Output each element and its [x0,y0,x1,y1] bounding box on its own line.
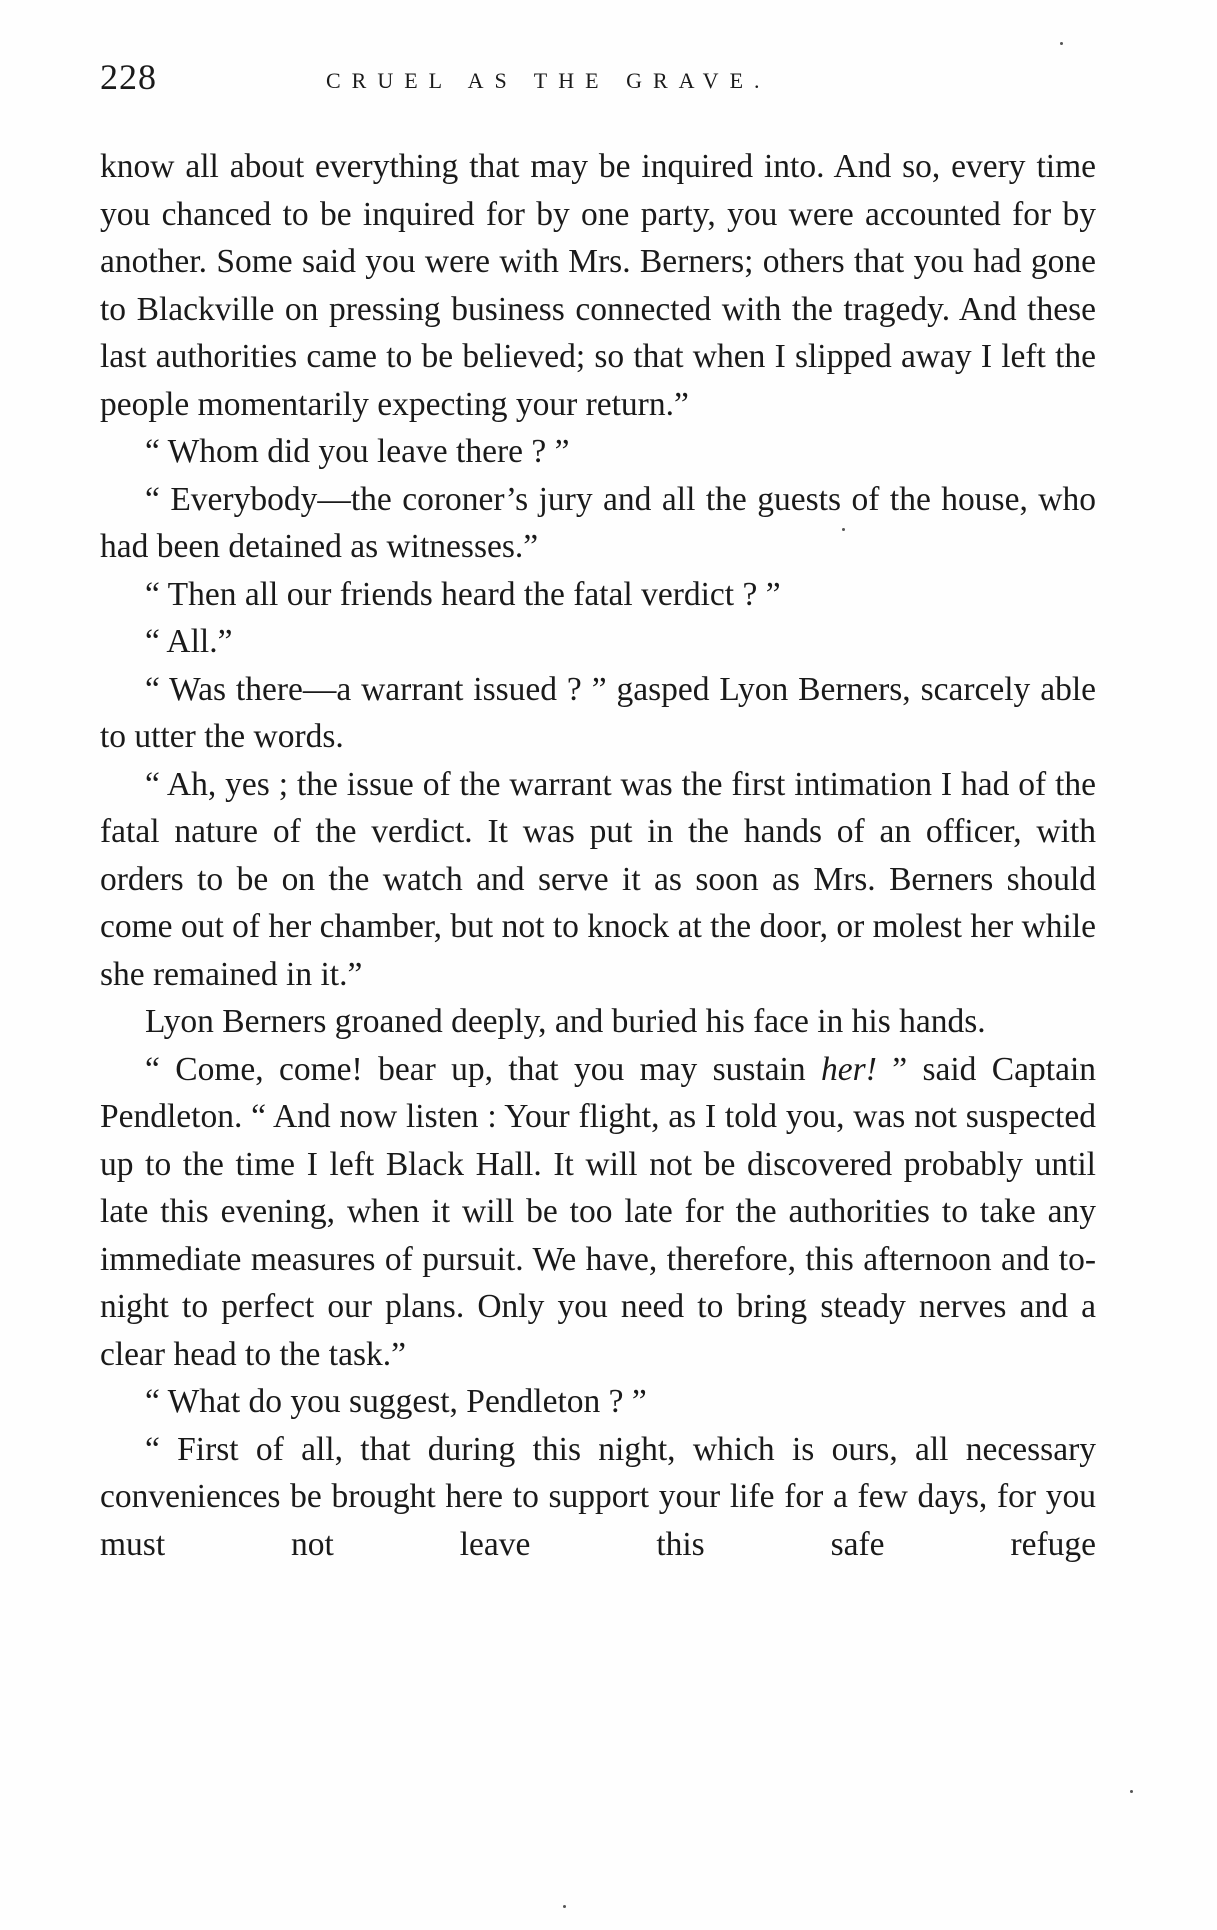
paragraph-dialogue-continues: “ First of all, that during this night, which is ours, all necessary conveniences be brought here to support your life for a few days, for you must not leave this safe refuge [100,1430,1096,1563]
paragraph-text-before: “ Come, come! bear up, that you may sustain [145,1050,822,1088]
page-header [100,56,1100,106]
paper-speck [1130,1790,1133,1793]
paragraph-dialogue: “ Was there—a warrant issued ? ” gasped Lyon Berners, scarcely able to utter the words. [100,670,1096,755]
paragraph-dialogue: “ Ah, yes ; the issue of the warrant was the first intimation I had of the fatal nature of the verdict. It was put in the hands of an officer, with orders to be on the watch and serve it as soon as Mrs. Berners should come out of her chamber, but not to knock at the door, or molest her while she remained in it.” [100,765,1096,993]
paragraph-dialogue: “ Everybody—the coroner’s jury and all the guests of the house, who had been detained as witnesses.” [100,480,1096,565]
paragraph-dialogue: “ What do you suggest, Pendleton ? ” [145,1383,647,1420]
paragraph-dialogue: “ All.” [145,623,233,660]
paragraph-dialogue [100,1046,1096,1379]
body-text [100,143,1096,1568]
paragraph-narration: Lyon Berners groaned deeply, and buried his face in his hands. [145,1003,986,1040]
paragraph-dialogue: “ Whom did you leave there ? ” [145,433,570,470]
emphasis-text: her! [821,1050,877,1088]
paper-speck [563,1905,566,1908]
paragraph-text-after: ” said Captain Pendleton. “ And now listen : Your flight, as I told you, was not suspected up to the time I left Black Hall. It will not be discovered probably until late this evening, when it will be too late for the authorities to take any immediate measures of pursuit. We have, therefore, this afternoon and to-night to perfect our plans. Only you need to bring steady nerves and a clear head to the task.” [100,1050,1097,1373]
paper-speck [1060,42,1063,45]
paragraph-dialogue: “ Then all our friends heard the fatal verdict ? ” [145,575,781,613]
paragraph-continued: know all about everything that may be inquired into. And so, every time you chanced to be inquired for by one party, you were accounted for by another. Some said you were with Mrs. Berners; others that you had gone to Blackville on pressing business connected with the tragedy. And these last authorities came to be believed; so that when I slipped away I left the people momentarily expecting your return.” [100,148,1096,423]
running-title: CRUEL AS THE GRAVE. [326,68,771,93]
page-number: 228 [100,57,157,97]
paper-speck [842,528,845,531]
